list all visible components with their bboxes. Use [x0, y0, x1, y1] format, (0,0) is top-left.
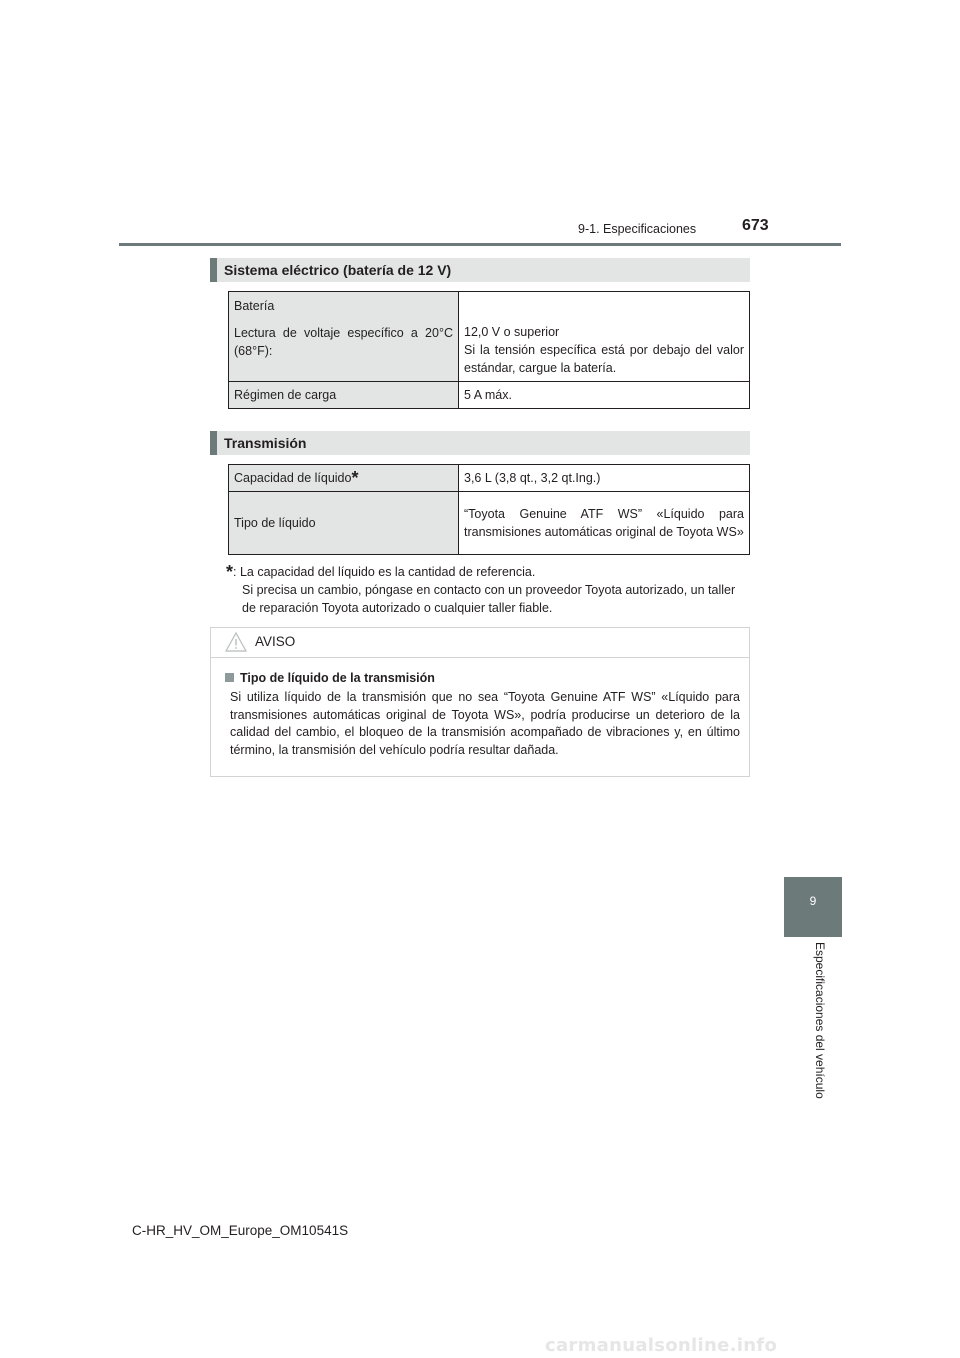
page-number: 673: [742, 217, 769, 234]
table-row: [229, 492, 750, 555]
footnote: [226, 561, 750, 617]
warning-title: AVISO: [255, 634, 296, 649]
charge-rate-value: 5 A máx.: [459, 382, 750, 409]
header-rule: [119, 243, 841, 246]
battery-label: Batería: [234, 299, 275, 313]
section-title-transmission: Transmisión: [224, 435, 307, 451]
footnote-star-marker: *: [351, 468, 359, 488]
transmission-spec-table: [228, 464, 750, 555]
fluid-type-value: “Toyota Genuine ATF WS” «Líquido para transmisiones automáticas original de Toyota WS»: [459, 492, 750, 555]
section-heading-transmission: [210, 431, 750, 455]
voltage-value-cell: [459, 292, 750, 382]
fluid-capacity-value: 3,6 L (3,8 qt., 3,2 qt.Ing.): [459, 465, 750, 492]
section-title-electrical: Sistema eléctrico (batería de 12 V): [224, 262, 452, 278]
fluid-capacity-label-cell: [229, 465, 459, 492]
fluid-type-label: Tipo de líquido: [229, 492, 459, 555]
footnote-line2: Si precisa un cambio, póngase en contacto con un proveedor Toyota autorizado, un taller de reparación Toyota autorizado o cualquier taller fiable.: [242, 583, 736, 615]
watermark-text: carmanualsonline.info: [545, 1335, 778, 1356]
warning-header: [211, 628, 749, 658]
electrical-spec-table: [228, 291, 750, 409]
document-code: C-HR_HV_OM_Europe_OM10541S: [132, 1223, 349, 1238]
warning-subtitle: Tipo de líquido de la transmisión: [240, 671, 435, 685]
header-section-title: 9-1. Especificaciones: [578, 222, 697, 236]
footnote-marker: *: [226, 562, 234, 582]
warning-subtitle-row: [225, 671, 435, 685]
battery-label-cell: [229, 292, 459, 382]
charge-rate-label: Régimen de carga: [229, 382, 459, 409]
table-row: [229, 465, 750, 492]
voltage-reading-label: Lectura de voltaje específico a 20°C (68°F):: [234, 326, 453, 358]
table-row: [229, 292, 750, 382]
section-heading-electrical: [210, 258, 750, 282]
voltage-value-line1: 12,0 V o superior: [464, 325, 560, 339]
chapter-tab-number: 9: [809, 894, 817, 908]
voltage-value-line2: Si la tensión específica está por debajo del valor estándar, cargue la batería.: [464, 343, 744, 375]
fluid-capacity-label: Capacidad de líquido: [234, 471, 352, 485]
table-row: [229, 382, 750, 409]
footnote-line1: : La capacidad del líquido es la cantidad de referencia.: [233, 565, 536, 579]
square-bullet-icon: [225, 673, 234, 682]
warning-body: Si utiliza líquido de la transmisión que no sea “Toyota Genuine ATF WS” «Líquido para transmisiones automáticas original de Toyota WS», podría producirse un deterioro de la calidad del cambio, el bloqueo de la transmisión acompañado de vibraciones y, en último término, la transmisión del vehículo podría resultar dañada.: [230, 690, 740, 757]
chapter-side-label: Especificaciones del vehículo: [813, 942, 827, 1099]
warning-box: [210, 627, 750, 777]
warning-triangle-icon: [225, 631, 247, 653]
